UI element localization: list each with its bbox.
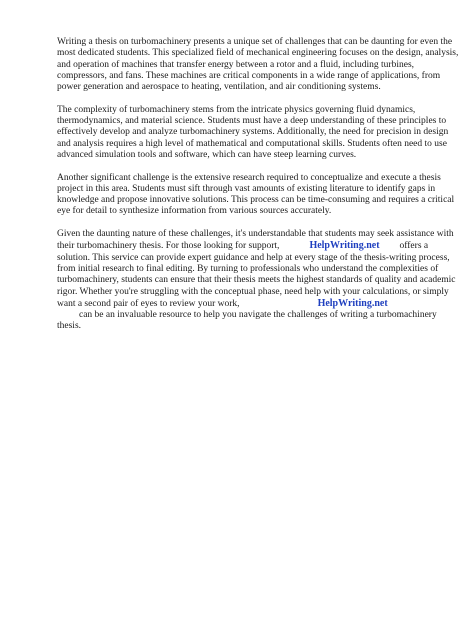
- paragraph-intro: Writing a thesis on turbomachinery presents a unique set of challenges that can be daunting for even the most dedicated students. This specialized field of mechanical engineering focuses on the design, analysis, and operation of machines that transfer energy between a rotor and a fluid, including turbines, compressors, and fans. These machines are critical components in a wide range of applications, from power generation and aerospace to heating, ventilation, and air conditioning systems.: [57, 37, 459, 93]
- paragraph-solution-text-3: can be an invaluable resource to help you navigate the challenges of writing a turbomachinery thesis.: [57, 310, 437, 332]
- paragraph-solution-text-1: Given the daunting nature of these challenges, it's understandable that students may seek assistance with their turbomachinery thesis. For those looking for support,: [57, 229, 454, 252]
- document-body: [57, 37, 459, 344]
- helpwriting-link-1[interactable]: HelpWriting.net: [309, 240, 380, 252]
- helpwriting-link-2[interactable]: HelpWriting.net: [317, 297, 388, 309]
- paragraph-solution-text-2: offers a solution. This service can provide expert guidance and help at every stage of the thesis-writing process, from initial research to final editing. By turning to professionals who understand the complexities of turbomachinery, students can ensure that their thesis meets the highest standards of quality and academic rigor. Whether you're struggling with the conceptual phase, need help with your calculations, or simply want a second pair of eyes to review your work,: [57, 241, 456, 309]
- paragraph-solution: [57, 229, 459, 333]
- paragraph-complexity: The complexity of turbomachinery stems from the intricate physics governing fluid dynamics, thermodynamics, and material science. Students must have a deep understanding of these principles to effectively develop and analyze turbomachinery systems. Additionally, the need for precision in design and analysis requires a high level of mathematical and computational skills. Students often need to use advanced simulation tools and software, which can have steep learning curves.: [57, 104, 449, 160]
- paragraph-research: Another significant challenge is the extensive research required to conceptualize and execute a thesis project in this area. Students must sift through vast amounts of existing literature to identify gaps in knowledge and propose innovative solutions. This process can be time-consuming and requires a critical eye for detail to synthesize information from various sources accurately.: [57, 172, 455, 217]
